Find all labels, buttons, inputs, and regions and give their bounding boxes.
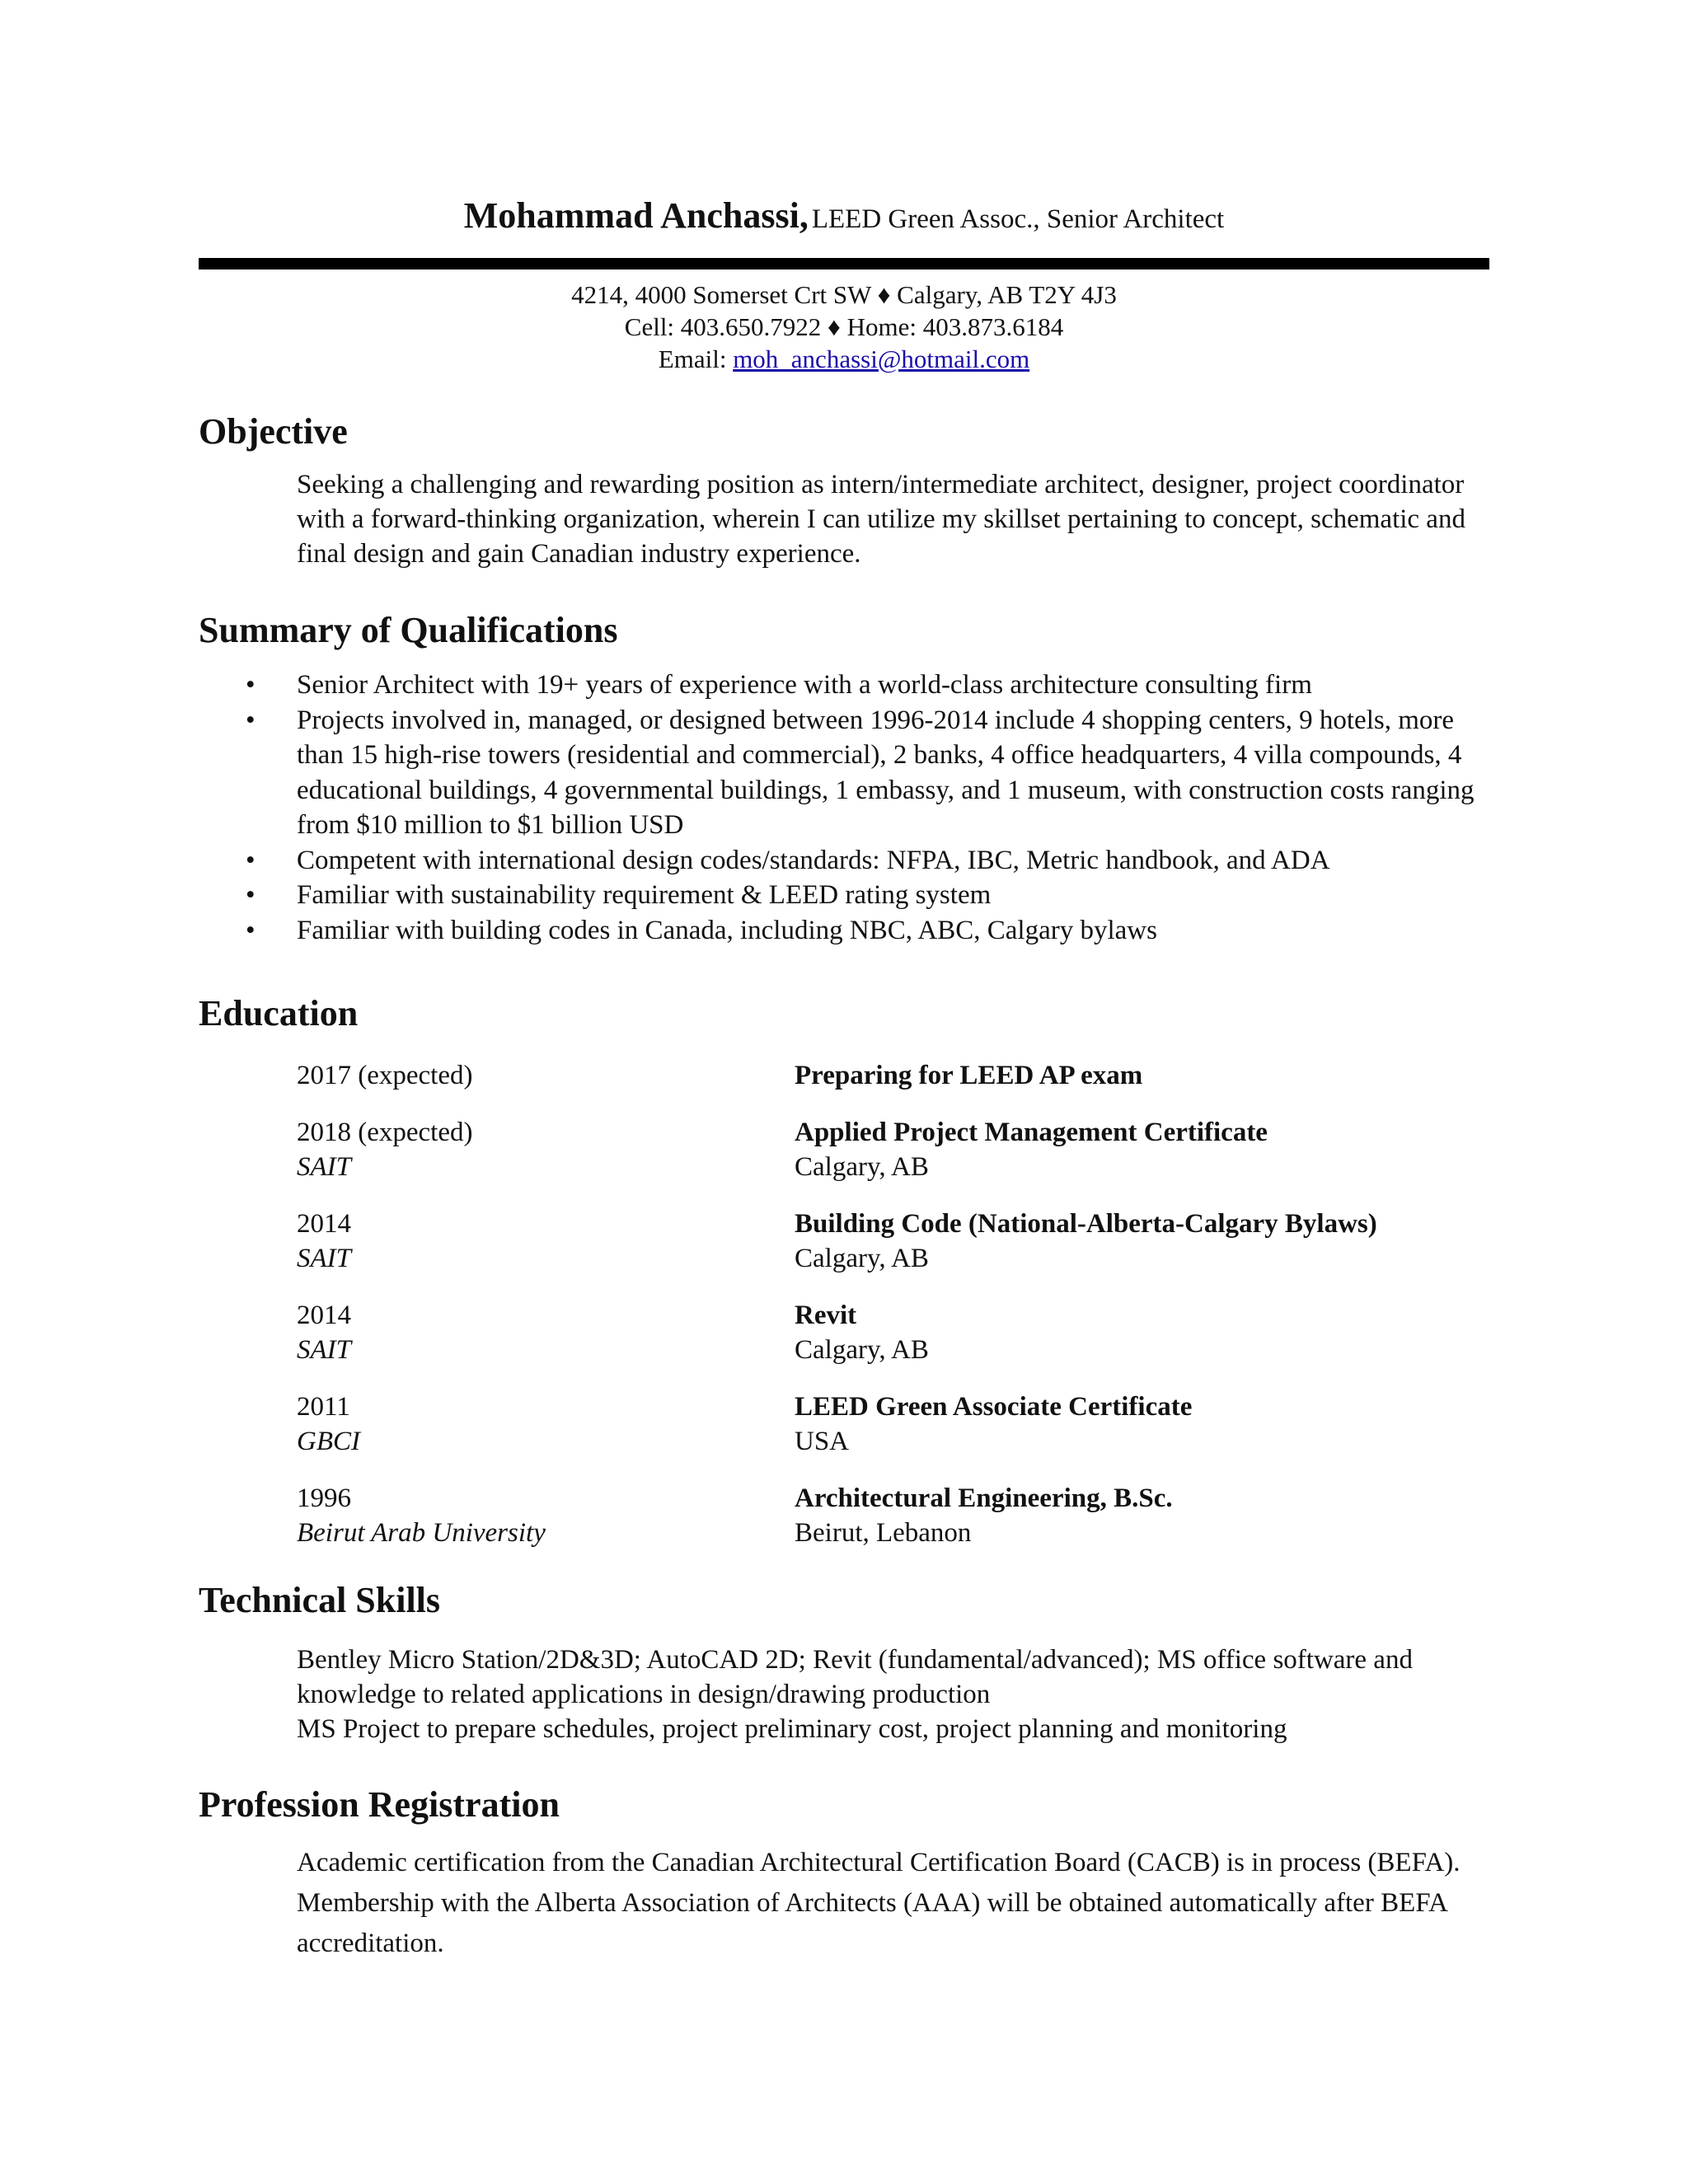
list-item	[246, 843, 1498, 879]
list-item-text: Senior Architect with 19+ years of experience with a world-class architecture consulting firm	[297, 670, 1312, 700]
education-heading: Education	[199, 993, 359, 1033]
education-year: 2011	[297, 1392, 350, 1422]
skills-heading: Technical Skills	[199, 1580, 441, 1620]
list-item-text: Familiar with building codes in Canada, including NBC, ABC, Calgary bylaws	[297, 915, 1157, 945]
header-divider	[199, 258, 1489, 269]
contact-address: 4214, 4000 Somerset Crt SW ♦ Calgary, AB T2Y 4J3	[571, 280, 1117, 309]
education-entry	[297, 1115, 1500, 1207]
education-entry	[297, 1481, 1500, 1572]
list-item	[246, 878, 1498, 913]
education-institution: SAIT	[297, 1335, 351, 1365]
skills-line-1: Bentley Micro Station/2D&3D; AutoCAD 2D; Revit (fundamental/advanced); MS office software and knowledge to related applications in design/drawing production	[297, 1645, 1413, 1709]
education-location: Calgary, AB	[795, 1335, 929, 1365]
education-year: 1996	[297, 1483, 351, 1513]
education-title: Building Code (National-Alberta-Calgary Bylaws)	[795, 1209, 1377, 1239]
education-title: Architectural Engineering, B.Sc.	[795, 1483, 1173, 1513]
education-location: Calgary, AB	[795, 1244, 929, 1273]
education-title: Revit	[795, 1301, 857, 1330]
education-title: Applied Project Management Certificate	[795, 1118, 1268, 1147]
registration-heading: Profession Registration	[199, 1784, 560, 1825]
list-item-text: Familiar with sustainability requirement & LEED rating system	[297, 880, 992, 910]
education-location: USA	[795, 1427, 850, 1456]
list-item	[246, 703, 1498, 843]
bullet-icon: •	[246, 705, 256, 735]
summary-list	[246, 668, 1498, 948]
contact-block	[0, 279, 1688, 375]
bullet-icon: •	[246, 670, 256, 700]
education-list	[297, 1058, 1500, 1572]
skills-line-2: MS Project to prepare schedules, project preliminary cost, project planning and monitoring	[297, 1714, 1287, 1744]
education-year: 2018 (expected)	[297, 1118, 473, 1147]
skills-block	[297, 1643, 1500, 1746]
education-institution: GBCI	[297, 1427, 360, 1456]
education-year: 2014	[297, 1209, 351, 1239]
objective-heading: Objective	[199, 411, 348, 452]
education-title: LEED Green Associate Certificate	[795, 1392, 1193, 1422]
candidate-name: Mohammad Anchassi,	[463, 195, 809, 236]
registration-text: Academic certification from the Canadian Architectural Certification Board (CACB) is in process (BEFA). Membership with the Alberta Association of Architects (AAA) will be obtained automatically after BEFA accreditation.	[297, 1848, 1461, 1958]
education-location: Beirut, Lebanon	[795, 1518, 972, 1548]
education-year: 2014	[297, 1301, 351, 1330]
education-entry	[297, 1390, 1500, 1481]
education-institution: Beirut Arab University	[297, 1518, 546, 1548]
education-entry	[297, 1058, 1500, 1115]
education-year: 2017 (expected)	[297, 1061, 473, 1090]
list-item	[246, 668, 1498, 703]
bullet-icon: •	[246, 845, 256, 875]
candidate-credentials: LEED Green Assoc., Senior Architect	[811, 204, 1225, 234]
email-label: Email:	[658, 344, 727, 373]
list-item-text: Projects involved in, managed, or designed between 1996-2014 include 4 shopping centers, 9 hotels, more than 15 high-rise towers (residential and commercial), 2 banks, 4 office headquarters, 4 villa compounds, 4 educational buildings, 4 governmental buildings, 1 embassy, and 1 museum, with construction costs ranging from $10 million to $1 billion USD	[297, 705, 1475, 840]
objective-text: Seeking a challenging and rewarding position as intern/intermediate architect, designer, project coordinator with a forward-thinking organization, wherein I can utilize my skillset pertaining to concept, schematic and final design and gain Canadian industry experience.	[297, 470, 1465, 569]
list-item	[246, 913, 1498, 949]
resume-header	[0, 194, 1688, 237]
contact-email-line	[0, 343, 1688, 375]
education-institution: SAIT	[297, 1244, 351, 1273]
education-entry	[297, 1207, 1500, 1298]
list-item-text: Competent with international design codes/standards: NFPA, IBC, Metric handbook, and ADA	[297, 845, 1330, 875]
contact-phones: Cell: 403.650.7922 ♦ Home: 403.873.6184	[624, 312, 1064, 341]
education-entry	[297, 1298, 1500, 1390]
education-title: Preparing for LEED AP exam	[795, 1061, 1143, 1090]
bullet-icon: •	[246, 880, 256, 910]
email-link[interactable]: moh_anchassi@hotmail.com	[733, 344, 1030, 373]
education-institution: SAIT	[297, 1152, 351, 1182]
summary-heading: Summary of Qualifications	[199, 610, 618, 650]
education-location: Calgary, AB	[795, 1152, 929, 1182]
bullet-icon: •	[246, 915, 256, 945]
